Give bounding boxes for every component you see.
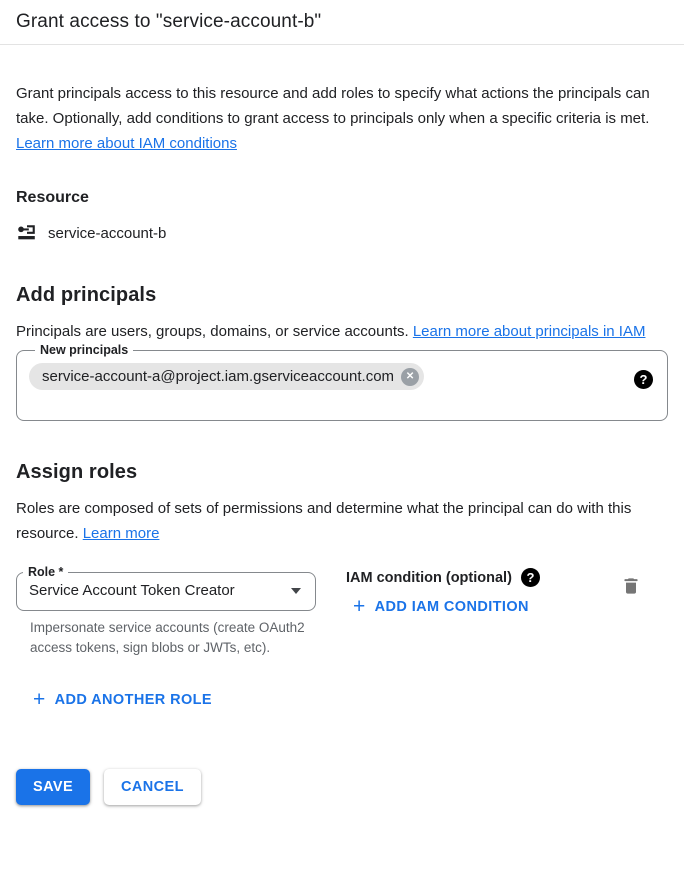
assign-roles-heading: Assign roles: [16, 461, 138, 483]
delete-role-column: [594, 566, 668, 658]
add-principals-heading: Add principals: [16, 284, 157, 306]
roles-learn-more-link[interactable]: Learn more: [82, 525, 160, 542]
role-select[interactable]: [16, 566, 316, 611]
save-button[interactable]: SAVE: [16, 769, 90, 805]
plus-icon: +: [353, 595, 366, 618]
intro-text: [16, 81, 668, 156]
new-principals-label: New principals: [40, 343, 129, 357]
add-another-role-button[interactable]: [33, 688, 212, 711]
role-row: [16, 566, 668, 658]
principal-chip-label: service-account-a@project.iam.gserviceaccount.com: [42, 368, 395, 385]
delete-role-button[interactable]: [619, 573, 643, 599]
principal-chip: [29, 363, 424, 390]
roles-description: [16, 496, 668, 546]
chevron-down-icon: [291, 588, 301, 594]
iam-condition-column: [346, 566, 594, 658]
plus-icon: +: [33, 688, 46, 711]
role-column: [16, 566, 316, 658]
principals-description: [16, 319, 668, 344]
resource-heading: Resource: [16, 189, 89, 206]
chip-remove-icon[interactable]: ✕: [401, 368, 419, 386]
iam-condition-help-icon[interactable]: ?: [521, 568, 540, 587]
add-another-role-label: ADD ANOTHER ROLE: [54, 692, 212, 708]
principals-help-icon[interactable]: ?: [634, 370, 653, 389]
dialog-actions: [16, 769, 668, 805]
roles-description-span: Roles are composed of sets of permissions and determine what the principal can do with this resource.: [16, 500, 632, 542]
iam-conditions-link[interactable]: Learn more about IAM conditions: [16, 135, 237, 152]
new-principals-input[interactable]: [16, 344, 668, 421]
role-select-value-row: [17, 579, 315, 610]
iam-condition-label-row: [346, 568, 594, 587]
principals-link[interactable]: Learn more about principals in IAM: [412, 323, 646, 340]
add-iam-condition-label: ADD IAM CONDITION: [374, 599, 529, 615]
dialog-title: Grant access to "service-account-b": [16, 11, 322, 32]
intro-text-span: Grant principals access to this resource and add roles to specify what actions the principals can take. Optionally, add conditions to grant access to principals only when a specific criteria is met.: [16, 85, 650, 127]
role-helper-text: Impersonate service accounts (create OAuth2 access tokens, sign blobs or JWTs, etc).: [30, 620, 305, 655]
dialog-header: [0, 0, 684, 45]
resource-name: service-account-b: [48, 224, 167, 242]
resource-row: [16, 222, 668, 244]
iam-condition-label: IAM condition (optional): [346, 569, 512, 586]
trash-icon: [621, 575, 641, 597]
cancel-button[interactable]: CANCEL: [104, 769, 201, 805]
role-select-value: Service Account Token Creator: [29, 582, 235, 599]
principals-description-span: Principals are users, groups, domains, or service accounts.: [16, 323, 413, 340]
add-iam-condition-button[interactable]: [353, 595, 529, 618]
dialog-body: [0, 81, 684, 805]
role-select-label: Role *: [28, 565, 64, 579]
service-account-icon: [16, 222, 38, 244]
